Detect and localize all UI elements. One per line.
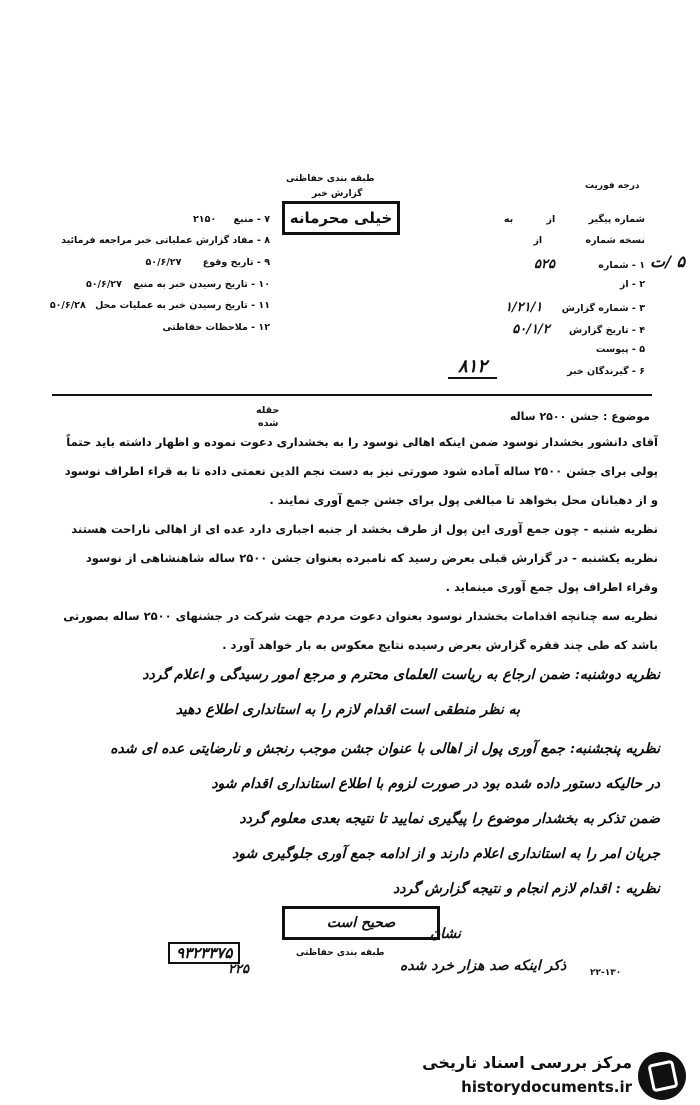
field-number: ۱ - شماره ۵۲۵ <box>534 257 645 272</box>
archive-url[interactable]: historydocuments.ir <box>461 1078 632 1096</box>
field-tracking-number <box>440 214 645 225</box>
body-line: و از دهبانان محل بخواهد تا مبالغی پول برای جشن جمع آوری نمایند . <box>269 493 658 507</box>
body-text <box>48 428 658 660</box>
handwritten-line: به نظر منطقی است اقدام لازم را به استانداری اطلاع دهید <box>175 702 520 718</box>
handwritten-line: در حالیکه دستور داده شده بود در صورت لزوم با اطلاع استانداری اقدام شود <box>211 776 660 792</box>
field-value: ۵۰/۶/۲۸ <box>49 300 86 311</box>
field-label: پیوست <box>595 344 629 355</box>
field-extra: به <box>503 214 514 225</box>
book-icon <box>647 1060 678 1093</box>
field-operations-receipt-date: ۱۱ - تاریخ رسیدن خبر به عملیات محل ۵۰/۶/۲۸ <box>49 300 270 311</box>
handwritten-line: ضمن تذکر به بخشدار موضوع را پیگیری نمایید تا نتیجه بعدی معلوم گردد <box>239 811 660 827</box>
footer-handwritten-note: ذکر اینکه صد هزار خرد شده <box>400 958 567 974</box>
subject-row: موضوع : جشن ۲۵۰۰ ساله <box>509 410 650 423</box>
field-security-notes: ۱۲ - ملاحظات حفاظتی <box>162 322 270 333</box>
handwritten-line: نظریه : اقدام لازم انجام و نتیجه گزارش گردد <box>393 881 660 897</box>
handwritten-line: نظریه پنجشنبه: جمع آوری پول از اهالی با عنوان جشن موجب رنجش و نارضایتی عده ای شده <box>110 741 660 757</box>
handwritten-line: نظریه دوشنبه: ضمن ارجاع به ریاست العلمای محترم و مرجع امور رسیدگی و اعلام گردد <box>142 667 660 683</box>
field-label: مفاد گزارش عملیاتی خبر مراجعه فرمائید <box>61 235 254 246</box>
field-label: شماره <box>598 260 629 271</box>
field-value: ۵۲۵ <box>534 257 555 272</box>
field-occurrence-date: ۹ - تاریخ وقوع ۵۰/۶/۲۷ <box>145 257 270 268</box>
handwritten-side-mark: ۵ /ت <box>650 252 686 271</box>
evaluation-sub: شده <box>258 418 279 429</box>
field-label: گیرندگان خبر <box>567 366 629 377</box>
field-attachment: ۵ - پیوست <box>595 344 645 355</box>
body-line: نظریه یکشنبه - در گزارش قبلی بعرض رسید که نامبرده بعنوان جشن ۲۵۰۰ ساله شاهنشاهی از نوسود <box>85 551 658 565</box>
handwritten-line: جریان امر را به استانداری اعلام دارند و از ادامه جمع آوری جلوگیری شود <box>232 846 660 862</box>
body-line: نظریه شنبه - چون جمع آوری این پول از طرف بخشد ار جنبه اجباری دارد عده ای از اهالی ناراحت هستند <box>71 522 658 536</box>
bottom-number-1: ۹۳۲۳۳۷۵ <box>168 942 240 964</box>
field-basis: ۸ - مفاد گزارش عملیاتی خبر مراجعه فرمائید <box>61 235 270 246</box>
field-value: از <box>546 214 556 225</box>
form-subtitle: گزارش خبر <box>312 189 363 199</box>
urgency-label: درجه فوریت <box>585 181 640 191</box>
field-label: تاریخ رسیدن خبر به منبع <box>133 279 248 290</box>
body-line: وقراء اطراف پول جمع آوری مینماید . <box>445 580 658 594</box>
field-value: ۵۰/۱/۲ <box>512 322 550 337</box>
body-line: آقای دانشور بخشدار نوسود ضمن اینکه اهالی نوسود را به بخشداری دعوت نموده و اظهار داشته باید حتماً <box>66 435 658 449</box>
field-source-receipt-date: ۱۰ - تاریخ رسیدن خبر به منبع ۵۰/۶/۲۷ <box>85 279 270 290</box>
field-label: شماره گزارش <box>561 303 629 314</box>
field-copy-number <box>440 235 645 246</box>
approval-stamp: صحیح است <box>282 906 440 940</box>
field-value: ۱/۲۱/۱ <box>504 300 543 315</box>
field-report-date: ۴ - تاریخ گزارش ۵۰/۱/۲ <box>512 322 645 337</box>
bottom-number-2: ۲۲۵ <box>228 962 249 977</box>
field-value: ۲۱۵۰ <box>192 214 217 225</box>
field-recipients: ۶ - گیرندگان خبر <box>567 366 645 377</box>
form-title: طبقه بندی حفاظتی <box>286 174 375 184</box>
bottom-form-title: طبقه بندی حفاظتی <box>296 948 385 958</box>
field-report-number: ۳ - شماره گزارش ۱/۲۱/۱ <box>504 300 645 315</box>
field-label: تاریخ گزارش <box>569 325 629 336</box>
field-label: ملاحظات حفاظتی <box>162 322 248 333</box>
handwritten-notes <box>30 662 660 903</box>
handwritten-box-number: ۸۱۲ <box>448 356 497 379</box>
body-line: پولی برای جشن ۲۵۰۰ ساله آماده شود صورتی نیز به دست نجم الدین نعمتی داده تا به قراء اطراف نوسود <box>64 464 658 478</box>
field-from: ۲ - از <box>619 279 645 290</box>
archive-name: مرکز بررسی اسناد تاریخی <box>422 1053 632 1072</box>
field-value: ۵۰/۶/۲۷ <box>145 257 182 268</box>
document-code: ۲۲-۱۳۰ <box>590 968 622 978</box>
signature-text: نشان <box>430 926 461 942</box>
body-line: باشد که طی چند فقره گزارش بعرض رسیده نتایج معکوس به بار خواهد آورد . <box>222 638 658 652</box>
field-label: شماره پیگیر <box>588 214 645 225</box>
field-label: تاریخ رسیدن خبر به عملیات محل <box>95 300 248 311</box>
field-label: تاریخ وقوع <box>202 257 254 268</box>
confidential-stamp: خیلی محرمانه <box>282 201 400 235</box>
field-label: از <box>619 279 629 290</box>
field-value: ۵۰/۶/۲۷ <box>85 279 122 290</box>
body-line: نظریه سه چنانچه اقدامات بخشدار نوسود بعنوان دعوت مردم جهت شرکت در جشنهای ۲۵۰۰ ساله بصورتی <box>63 609 658 623</box>
evaluation-label: حقله <box>256 405 280 416</box>
header-divider <box>52 394 652 396</box>
field-label: نسخه شماره <box>585 235 645 246</box>
subject-label: موضوع <box>611 410 650 423</box>
field-source: ۷ - منبع ۲۱۵۰ <box>192 214 270 225</box>
subject-value: جشن ۲۵۰۰ ساله <box>509 410 600 423</box>
field-value: از <box>533 235 543 246</box>
field-label: منبع <box>233 214 254 225</box>
